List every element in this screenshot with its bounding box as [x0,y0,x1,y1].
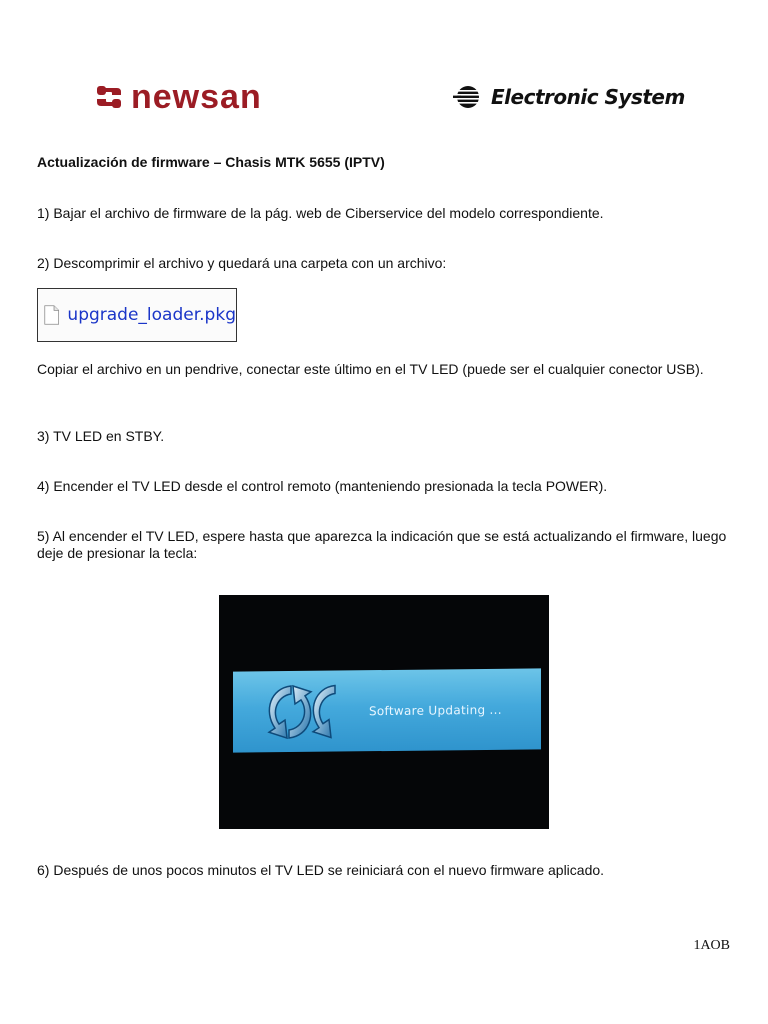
copy-instructions-text: Copiar el archivo en un pendrive, conectar este último en el TV LED (puede ser el cualquier conector USB). [37,361,704,377]
step-3-text: 3) TV LED en STBY. [37,428,165,444]
software-updating-banner [233,668,541,752]
electronic-system-logo [453,84,685,110]
document-title: Actualización de firmware – Chasis MTK 5655 (IPTV) [37,154,385,170]
tv-screen-photo [219,595,549,829]
step-2-text: 2) Descomprimir el archivo y quedará una carpeta con un archivo: [37,255,447,271]
document-file-icon [44,302,59,328]
electronic-system-globe-icon [453,85,483,109]
step-6-text: 6) Después de unos pocos minutos el TV LED se reiniciará con el nuevo firmware aplicado. [37,862,605,878]
newsan-mark-icon [97,85,123,109]
step-1-text: 1) Bajar el archivo de firmware de la pág. web de Ciberservice del modelo correspondiente. [37,205,604,221]
file-name-label: upgrade_loader.pkg [67,305,236,325]
software-updating-text: Software Updating ... [369,702,502,718]
file-screenshot [37,288,237,342]
step-5-text: 5) Al encender el TV LED, espere hasta que aparezca la indicación que se está actualizando el firmware, luego deje de presionar la tecla: [37,528,727,561]
electronic-system-wordmark: Electronic System [491,85,685,109]
newsan-logo [97,80,262,114]
refresh-arrows-icon [259,679,355,744]
newsan-wordmark: newsan [131,78,262,116]
page-code: 1AOB [693,938,730,953]
step-4-text: 4) Encender el TV LED desde el control remoto (manteniendo presionada la tecla POWER). [37,478,608,494]
